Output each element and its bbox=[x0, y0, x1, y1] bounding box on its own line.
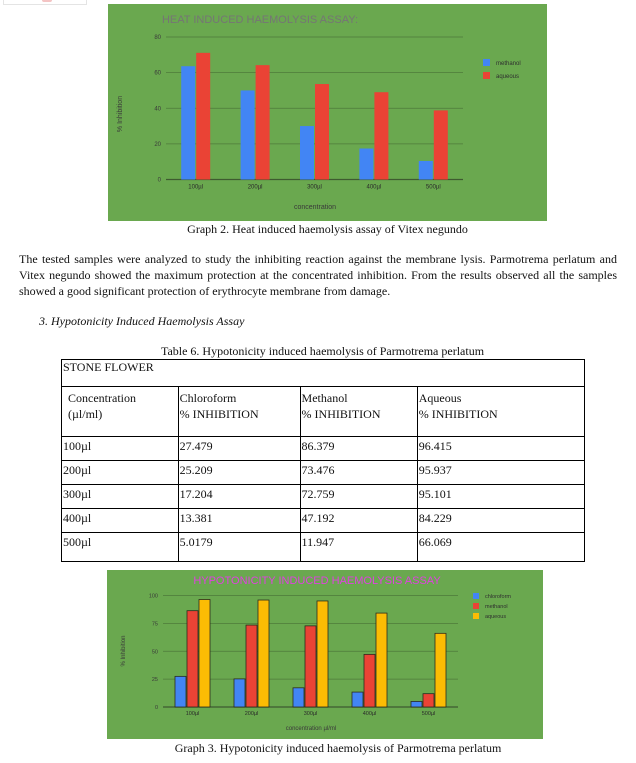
bar-chloroform-2 bbox=[293, 688, 304, 707]
hypotonicity-table bbox=[61, 359, 585, 562]
bar-chloroform-3 bbox=[352, 692, 363, 707]
heat-haemolysis-chart-svg bbox=[108, 4, 547, 221]
bar-aqueous-0 bbox=[199, 599, 210, 707]
y-tick-label: 100 bbox=[148, 593, 158, 600]
x-axis-label: concentration µl/ml bbox=[285, 726, 337, 732]
table-row bbox=[62, 533, 585, 562]
bar-aqueous-3 bbox=[374, 92, 388, 179]
bar-chloroform-0 bbox=[175, 676, 186, 707]
cell-chloroform: 27.479 bbox=[178, 437, 300, 461]
cell-aqueous: 66.069 bbox=[417, 533, 584, 562]
logo-mark bbox=[42, 0, 52, 2]
bar-methanol-2 bbox=[305, 626, 316, 707]
section-heading: 3. Hypotonicity Induced Haemolysis Assay bbox=[39, 314, 245, 328]
header-line: (µl/ml) bbox=[68, 407, 103, 421]
bar-aqueous-4 bbox=[435, 633, 446, 707]
legend-label-methanol: methanol bbox=[485, 604, 508, 610]
graph3-caption: Graph 3. Hypotonicity induced haemolysis of Parmotrema perlatum bbox=[174, 741, 502, 755]
table-row bbox=[62, 461, 585, 485]
cell-aqueous: 96.415 bbox=[417, 437, 584, 461]
legend-swatch-methanol bbox=[483, 59, 490, 66]
header-line: % INHIBITION bbox=[179, 407, 259, 421]
bar-methanol-3 bbox=[364, 654, 375, 707]
legend-swatch-methanol bbox=[473, 603, 479, 609]
bar-chloroform-4 bbox=[411, 701, 422, 707]
bar-aqueous-0 bbox=[196, 53, 210, 180]
bar-methanol-4 bbox=[419, 161, 433, 180]
legend-label-chloroform: chloroform bbox=[485, 594, 511, 600]
bar-chloroform-1 bbox=[234, 679, 245, 707]
y-tick-label: 60 bbox=[154, 70, 161, 77]
cell-chloroform: 13.381 bbox=[178, 509, 300, 533]
y-tick-label: 25 bbox=[151, 677, 158, 684]
bar-methanol-2 bbox=[300, 126, 314, 179]
cell-aqueous: 95.937 bbox=[417, 461, 584, 485]
table-caption: Table 6. Hypotonicity induced haemolysis of Parmotrema perlatum bbox=[160, 344, 485, 358]
header-line: % INHIBITION bbox=[418, 407, 498, 421]
cell-aqueous: 95.101 bbox=[417, 485, 584, 509]
bar-aqueous-3 bbox=[376, 613, 387, 707]
hypotonicity-haemolysis-chart bbox=[107, 570, 543, 739]
x-tick-label: 400µl bbox=[362, 711, 377, 717]
legend-label-methanol: methanol bbox=[496, 61, 521, 67]
cell-methanol: 11.947 bbox=[300, 533, 417, 562]
y-tick-label: 40 bbox=[154, 106, 161, 113]
legend-swatch-aqueous bbox=[483, 72, 490, 79]
bar-aqueous-1 bbox=[258, 600, 269, 707]
legend-swatch-aqueous bbox=[473, 613, 479, 619]
bar-aqueous-4 bbox=[434, 110, 448, 179]
bar-methanol-3 bbox=[359, 149, 373, 180]
y-tick-label: 0 bbox=[154, 705, 158, 711]
heat-haemolysis-chart bbox=[108, 4, 547, 221]
cell-methanol: 47.192 bbox=[300, 509, 417, 533]
cell-chloroform: 25.209 bbox=[178, 461, 300, 485]
bar-methanol-1 bbox=[241, 90, 255, 179]
chart-title: HEAT INDUCED HAEMOLYSIS ASSAY: bbox=[161, 14, 359, 26]
header-chloroform bbox=[178, 387, 300, 437]
y-tick-label: 0 bbox=[157, 177, 161, 184]
chart-title: HYPOTONICITY INDUCED HAEMOLYSIS ASSAY bbox=[193, 575, 441, 587]
y-tick-label: 20 bbox=[154, 141, 161, 148]
y-tick-label: 75 bbox=[151, 621, 158, 628]
cell-methanol: 73.476 bbox=[300, 461, 417, 485]
table-row bbox=[62, 485, 585, 509]
y-axis-label: % Inhibition bbox=[117, 95, 124, 133]
y-tick-label: 50 bbox=[151, 649, 158, 656]
cell-concentration: 100µl bbox=[62, 437, 179, 461]
cell-aqueous: 84.229 bbox=[417, 509, 584, 533]
bar-aqueous-1 bbox=[256, 65, 270, 179]
header-concentration bbox=[62, 387, 179, 437]
legend-label-aqueous: aqueous bbox=[496, 74, 520, 80]
bar-aqueous-2 bbox=[317, 601, 328, 707]
y-tick-label: 80 bbox=[154, 35, 161, 41]
table-row bbox=[62, 437, 585, 461]
x-tick-label: 300µl bbox=[303, 711, 318, 717]
cell-concentration: 200µl bbox=[62, 461, 179, 485]
table-title-cell: STONE FLOWER bbox=[62, 360, 585, 387]
header-line: Methanol bbox=[301, 391, 348, 405]
x-tick-label: 200µl bbox=[244, 711, 259, 717]
graph2-caption: Graph 2. Heat induced haemolysis assay of Vitex negundo bbox=[187, 222, 468, 236]
x-tick-label: 100µl bbox=[188, 184, 204, 191]
cell-chloroform: 17.204 bbox=[178, 485, 300, 509]
cell-methanol: 86.379 bbox=[300, 437, 417, 461]
bar-aqueous-2 bbox=[315, 84, 329, 179]
cell-concentration: 300µl bbox=[62, 485, 179, 509]
x-tick-label: 300µl bbox=[307, 184, 322, 191]
cell-concentration: 500µl bbox=[62, 533, 179, 562]
header-methanol bbox=[300, 387, 417, 437]
y-axis-label: % Inhibition bbox=[121, 635, 127, 667]
hypotonicity-haemolysis-chart-svg bbox=[107, 570, 543, 739]
header-aqueous bbox=[417, 387, 584, 437]
header-line: Concentration bbox=[68, 391, 136, 405]
logo-fragment bbox=[3, 0, 87, 5]
x-tick-label: 500µl bbox=[421, 711, 436, 717]
x-tick-label: 500µl bbox=[425, 184, 441, 191]
body-paragraph: The tested samples were analyzed to study the inhibiting reaction against the membrane lysis. Parmotrema perlatum and Vitex negundo showed the maximum protection at the concentrated inhibition. From the results observed all the samples showed a good significant protection of erythrocyte membrane from damage. bbox=[19, 252, 617, 298]
cell-concentration: 400µl bbox=[62, 509, 179, 533]
x-tick-label: 100µl bbox=[185, 711, 200, 717]
bar-methanol-4 bbox=[423, 694, 434, 707]
bar-methanol-0 bbox=[181, 66, 195, 179]
x-tick-label: 400µl bbox=[366, 184, 382, 191]
x-tick-label: 200µl bbox=[247, 184, 263, 191]
legend-swatch-chloroform bbox=[473, 593, 479, 599]
bar-methanol-0 bbox=[187, 611, 198, 707]
cell-methanol: 72.759 bbox=[300, 485, 417, 509]
header-line: Chloroform bbox=[179, 391, 237, 405]
x-axis-label: concentration bbox=[293, 204, 337, 211]
header-line: % INHIBITION bbox=[301, 407, 381, 421]
cell-chloroform: 5.0179 bbox=[178, 533, 300, 562]
header-line: Aqueous bbox=[418, 391, 462, 405]
bar-methanol-1 bbox=[246, 625, 257, 707]
table-row bbox=[62, 509, 585, 533]
legend-label-aqueous: aqueous bbox=[485, 614, 507, 620]
